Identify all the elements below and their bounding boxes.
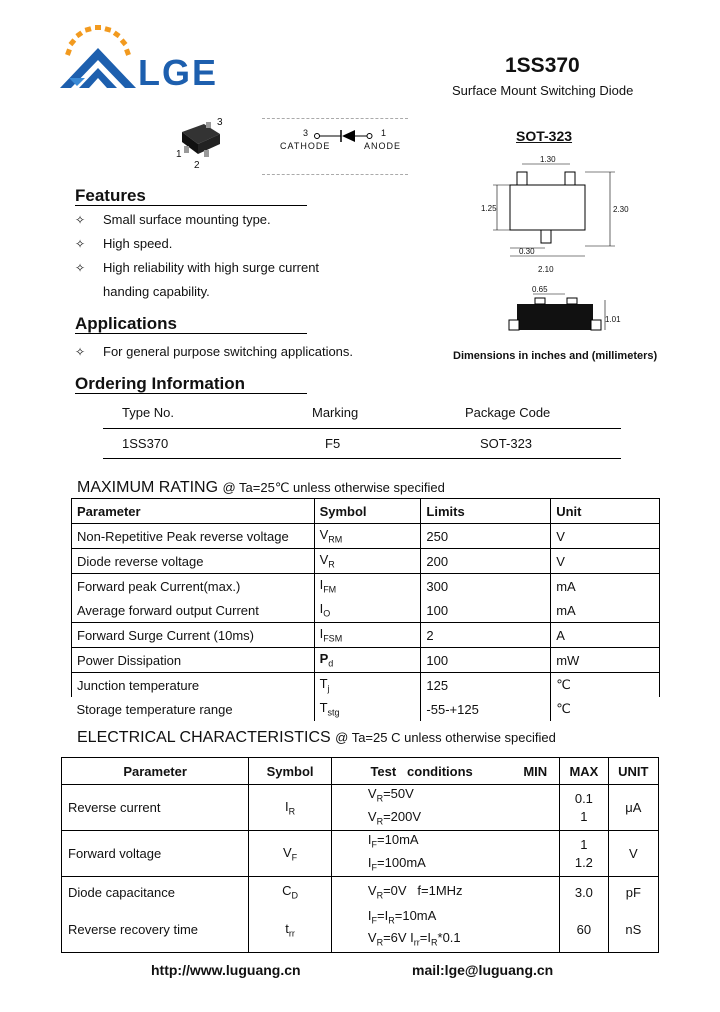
condition-text: I [367, 907, 372, 923]
condition-text: *0.1 [437, 930, 461, 946]
symbol-cell [314, 648, 421, 673]
table-header-cell: Parameter [72, 499, 315, 524]
symbol-text: C [282, 883, 292, 899]
max-value: 1 [580, 808, 588, 824]
part-number: 1SS370 [505, 54, 580, 77]
param-cell: Forward Surge Current (10ms) [72, 623, 315, 648]
param-cell: Reverse recovery time [62, 907, 249, 953]
features-item [75, 236, 85, 251]
param-cell: Diode reverse voltage [72, 549, 315, 574]
limit-cell: 250 [421, 524, 551, 549]
symbol-text: I [319, 626, 324, 642]
param-cell: Power Dissipation [72, 648, 315, 673]
condition-cell [331, 831, 511, 877]
min-cell [511, 831, 559, 877]
features-item [75, 212, 85, 227]
condition-subscript: R [376, 890, 384, 901]
symbol-cell [249, 877, 332, 907]
limit-cell: 300 [421, 574, 551, 599]
ordering-header-type: Type No. [122, 405, 175, 420]
param-cell: Storage temperature range [72, 697, 315, 721]
pin1-label: 1 [176, 149, 182, 160]
param-cell: Average forward output Current [72, 598, 315, 623]
table-row [72, 648, 660, 673]
condition-text: =10mA [377, 832, 419, 848]
condition-line [368, 907, 505, 930]
table-row [62, 907, 659, 953]
symbol-subscript: rr [288, 928, 295, 939]
unit-cell: mA [551, 598, 660, 623]
symbol-subscript: O [323, 608, 331, 619]
max-value: 1.2 [574, 854, 593, 870]
limit-cell: 125 [421, 673, 551, 698]
diamond-bullet-icon: ✧ [75, 213, 86, 227]
table-row [72, 673, 660, 698]
symbol-text: T [319, 676, 328, 692]
electrical-heading [77, 729, 556, 747]
table-row [72, 499, 660, 524]
condition-text: =100mA [377, 854, 426, 870]
symbol-subscript: R [288, 806, 296, 817]
cathode-pin-number: 3 [303, 128, 309, 138]
symbol-subscript: stg [327, 707, 340, 718]
symbol-cell [314, 549, 421, 574]
symbol-text: I [319, 601, 324, 617]
max-rating-heading [77, 479, 445, 497]
param-cell: Forward peak Current(max.) [72, 574, 315, 599]
table-row [62, 758, 659, 785]
unit-cell: A [551, 623, 660, 648]
unit-cell: V [608, 831, 658, 877]
condition-subscript: F [371, 915, 378, 926]
limit-cell: 100 [421, 598, 551, 623]
param-cell: Diode capacitance [62, 877, 249, 907]
symbol-text: P [319, 651, 329, 667]
condition-line [368, 785, 505, 808]
part-subtitle: Surface Mount Switching Diode [452, 83, 634, 98]
ordering-table-rule [103, 428, 621, 429]
dim-top-width: 1.30 [540, 155, 556, 164]
condition-cell [331, 877, 511, 907]
table-header-cell: MIN [511, 758, 559, 785]
condition-cell [331, 785, 511, 831]
table-header-cell: Test conditions [331, 758, 511, 785]
applications-item-text: For general purpose switching applications. [103, 344, 354, 359]
table-row [72, 549, 660, 574]
ordering-package-value: SOT-323 [480, 436, 533, 451]
max-rating-note: @ Ta=25℃ unless otherwise specified [222, 480, 445, 495]
table-row [72, 524, 660, 549]
condition-subscript: F [371, 862, 378, 873]
cathode-label: CATHODE [280, 141, 331, 151]
symbol-cell [314, 697, 421, 721]
symbol-text: V [319, 552, 329, 568]
condition-text: V [367, 808, 377, 824]
symbol-text: V [319, 527, 329, 543]
max-rating-title: MAXIMUM RATING [77, 479, 219, 496]
electrical-table [61, 757, 659, 953]
ordering-type-value: 1SS370 [122, 436, 169, 451]
symbol-cell [249, 907, 332, 953]
electrical-note: @ Ta=25 C unless otherwise specified [335, 730, 556, 745]
ordering-header-package: Package Code [465, 405, 551, 420]
footer-website-link[interactable]: http://www.luguang.cn [151, 962, 301, 978]
condition-subscript: R [376, 793, 384, 804]
unit-cell: pF [608, 877, 658, 907]
electrical-title: ELECTRICAL CHARACTERISTICS [77, 729, 331, 746]
max-value: 1 [580, 836, 588, 852]
symbol-text: V [283, 844, 292, 860]
dim-lead-width: 0.30 [519, 247, 535, 256]
symbol-subscript: FSM [323, 633, 343, 644]
pin2-label: 2 [194, 160, 200, 171]
min-cell [511, 877, 559, 907]
anode-label: ANODE [364, 141, 402, 151]
param-cell: Reverse current [62, 785, 249, 831]
unit-cell: μA [608, 785, 658, 831]
min-cell [511, 907, 559, 953]
table-header-cell: MAX [560, 758, 608, 785]
condition-subscript: F [371, 839, 378, 850]
ordering-heading: Ordering Information [75, 374, 245, 393]
symbol-cell [249, 785, 332, 831]
table-header-cell: UNIT [608, 758, 658, 785]
condition-subscript: R [376, 816, 384, 827]
symbol-subscript: D [291, 890, 299, 901]
condition-text: =50V [383, 786, 414, 801]
unit-cell: V [551, 524, 660, 549]
limit-cell: -55-+125 [421, 697, 551, 721]
condition-text: =0V f=1MHz [383, 883, 463, 899]
features-item-text: Small surface mounting type. [103, 212, 271, 227]
package-name: SOT-323 [516, 128, 573, 144]
ordering-table-rule [103, 458, 621, 459]
unit-cell: V [551, 549, 660, 574]
dimensions-caption: Dimensions in inches and (millimeters) [453, 350, 658, 362]
max-value: 0.1 [574, 790, 593, 806]
ordering-header-marking: Marking [312, 405, 359, 420]
symbol-subscript: F [291, 852, 298, 863]
dim-body-width: 2.10 [538, 265, 554, 274]
param-cell: Junction temperature [72, 673, 315, 698]
condition-line [368, 831, 505, 854]
symbol-subscript: RM [328, 534, 343, 545]
symbol-cell [314, 623, 421, 648]
limit-cell: 100 [421, 648, 551, 673]
ordering-rule [75, 393, 307, 394]
unit-cell: mW [551, 648, 660, 673]
ordering-marking-value: F5 [325, 436, 341, 451]
table-header-cell: Limits [421, 499, 551, 524]
unit-cell: mA [551, 574, 660, 599]
symbol-subscript: R [328, 559, 335, 570]
symbol-text: T [319, 700, 328, 716]
symbol-text: I [319, 577, 324, 593]
condition-text: V [367, 883, 377, 899]
pin3-label: 3 [217, 117, 223, 128]
package-outline-drawing [485, 160, 635, 270]
footer-mail-link[interactable]: mail:lge@luguang.cn [412, 962, 554, 978]
condition-text: I [367, 854, 372, 870]
param-cell: Forward voltage [62, 831, 249, 877]
features-item-continuation: handing capability. [103, 284, 210, 299]
unit-cell: ℃ [551, 673, 660, 698]
features-item-text: High speed. [103, 236, 173, 251]
dim-right-height: 2.30 [613, 205, 629, 214]
max-cell: 60 [560, 907, 608, 953]
brand-name: LGE [138, 52, 219, 93]
min-cell [511, 785, 559, 831]
table-row [72, 623, 660, 648]
applications-rule [75, 333, 307, 334]
diamond-bullet-icon: ✧ [75, 237, 86, 251]
condition-subscript: R [388, 915, 395, 926]
condition-text: I [367, 832, 372, 848]
applications-item [75, 344, 85, 359]
table-row [72, 697, 660, 721]
condition-text: =I [377, 907, 389, 923]
symbol-cell [249, 831, 332, 877]
condition-text: =I [419, 930, 432, 946]
limit-cell: 200 [421, 549, 551, 574]
condition-text: V [367, 930, 377, 946]
table-row [62, 831, 659, 877]
features-item [75, 260, 85, 275]
symbol-text: t [285, 920, 289, 936]
symbol-cell [314, 524, 421, 549]
features-heading: Features [75, 186, 146, 205]
anode-pin-number: 1 [381, 128, 387, 138]
condition-subscript: rr [413, 938, 420, 949]
dim-side-height: 1.01 [605, 315, 621, 324]
brand-logo-icon [55, 20, 140, 95]
symbol-cell [314, 673, 421, 698]
table-header-cell: Unit [551, 499, 660, 524]
symbol-cell [314, 574, 421, 599]
features-rule [75, 205, 307, 206]
symbol-subscript: d [328, 658, 334, 669]
table-header-cell: Symbol [249, 758, 332, 785]
condition-text: V [367, 786, 377, 801]
dim-left-height: 1.25 [481, 204, 497, 213]
table-header-cell: Symbol [314, 499, 421, 524]
symbol-subscript: FM [323, 584, 337, 595]
table-row [62, 785, 659, 831]
condition-subscript: R [376, 938, 384, 949]
condition-line [368, 808, 505, 831]
symbol-cell [314, 598, 421, 623]
condition-cell [331, 907, 511, 953]
applications-heading: Applications [75, 314, 178, 333]
param-cell: Non-Repetitive Peak reverse voltage [72, 524, 315, 549]
max-cell [560, 785, 608, 831]
condition-text: =10mA [394, 907, 437, 923]
table-row [62, 877, 659, 907]
condition-line [368, 929, 505, 952]
diamond-bullet-icon: ✧ [75, 261, 86, 275]
max-cell [560, 831, 608, 877]
table-row [72, 598, 660, 623]
unit-cell: ℃ [551, 697, 660, 721]
condition-subscript: R [431, 938, 438, 949]
max-rating-table [71, 498, 660, 721]
limit-cell: 2 [421, 623, 551, 648]
table-row [72, 574, 660, 599]
max-cell: 3.0 [560, 877, 608, 907]
table-header-cell: Parameter [62, 758, 249, 785]
condition-line [368, 854, 505, 877]
diamond-bullet-icon: ✧ [75, 345, 86, 359]
symbol-text: I [285, 798, 289, 814]
features-item-text: High reliability with high surge current [103, 260, 320, 275]
condition-text: =6V I [383, 930, 414, 946]
unit-cell: nS [608, 907, 658, 953]
dim-side-top: 0.65 [532, 285, 548, 294]
symbol-subscript: j [327, 683, 330, 694]
condition-text: =200V [383, 808, 422, 824]
